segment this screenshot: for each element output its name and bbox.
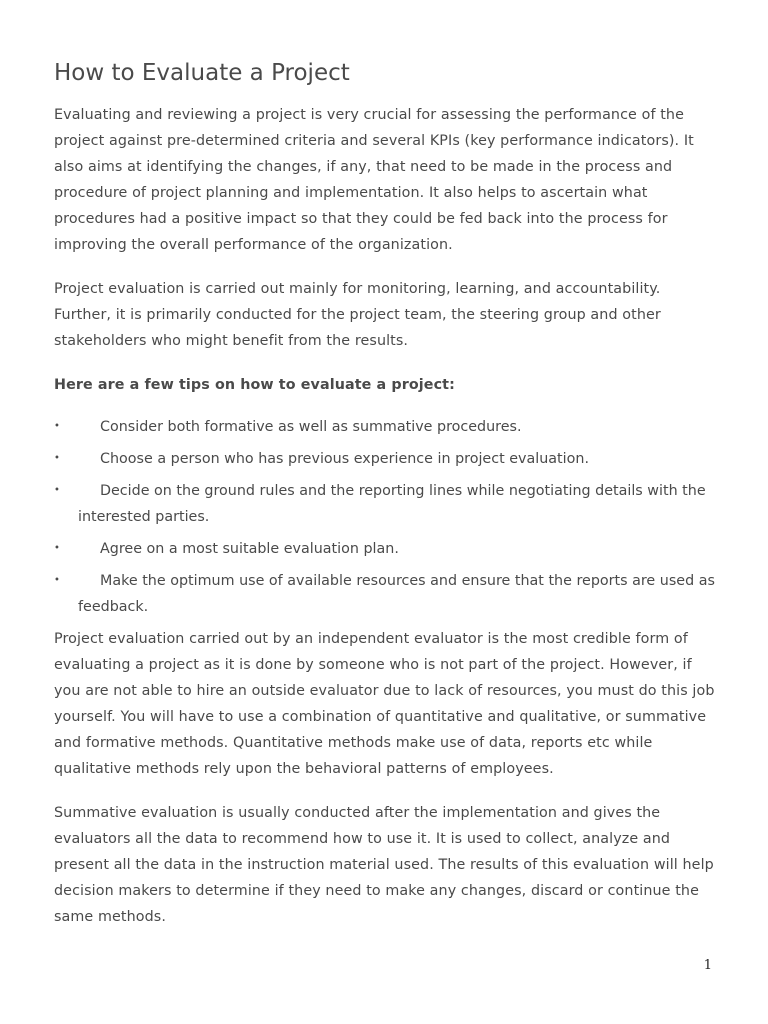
list-item: [54, 414, 718, 440]
page-title: How to Evaluate a Project: [54, 60, 350, 86]
list-item: [54, 536, 718, 562]
bullet-icon: •: [54, 485, 60, 496]
list-item: [54, 568, 718, 620]
bullet-icon: •: [54, 575, 60, 586]
bullet-icon: •: [54, 453, 60, 464]
list-item-text: Consider both formative as well as summative procedures.: [100, 419, 522, 435]
summative-paragraph: Summative evaluation is usually conducted after the implementation and gives the evaluators all the data to recommend how to use it. It is used to collect, analyze and present all the data in the instruction material used. The results of this evaluation will help decision makers to determine if they need to make any changes, discard or continue the same methods.: [54, 805, 714, 925]
list-item-text: Make the optimum use of available resources and ensure that the reports are used as feedback.: [78, 573, 715, 615]
list-item-text: Choose a person who has previous experience in project evaluation.: [100, 451, 589, 467]
list-item-text: Decide on the ground rules and the reporting lines while negotiating details with the interested parties.: [78, 483, 706, 525]
intro-paragraph: Evaluating and reviewing a project is very crucial for assessing the performance of the project against pre-determined criteria and several KPIs (key performance indicators). It also aims at identifying the changes, if any, that need to be made in the process and procedure of project planning and implementation. It also helps to ascertain what procedures had a positive impact so that they could be fed back into the process for improving the overall performance of the organization.: [54, 107, 694, 253]
purpose-paragraph: Project evaluation is carried out mainly for monitoring, learning, and accountability. Further, it is primarily conducted for the project team, the steering group and other stakeholders who might benefit from the results.: [54, 281, 661, 349]
tips-heading: Here are a few tips on how to evaluate a project:: [54, 377, 455, 393]
list-item: [54, 446, 718, 472]
bullet-icon: •: [54, 421, 60, 432]
tips-list: [54, 414, 718, 620]
evaluator-paragraph: Project evaluation carried out by an independent evaluator is the most credible form of evaluating a project as it is done by someone who is not part of the project. However, if you are not able to hire an outside evaluator due to lack of resources, you must do this job yourself. You will have to use a combination of quantitative and qualitative, or summative and formative methods. Quantitative methods make use of data, reports etc while qualitative methods rely upon the behavioral patterns of employees.: [54, 631, 715, 777]
document-page: [54, 56, 718, 948]
bullet-icon: •: [54, 543, 60, 554]
page-number: 1: [703, 958, 712, 973]
list-item: [54, 478, 718, 530]
list-item-text: Agree on a most suitable evaluation plan.: [100, 541, 399, 557]
